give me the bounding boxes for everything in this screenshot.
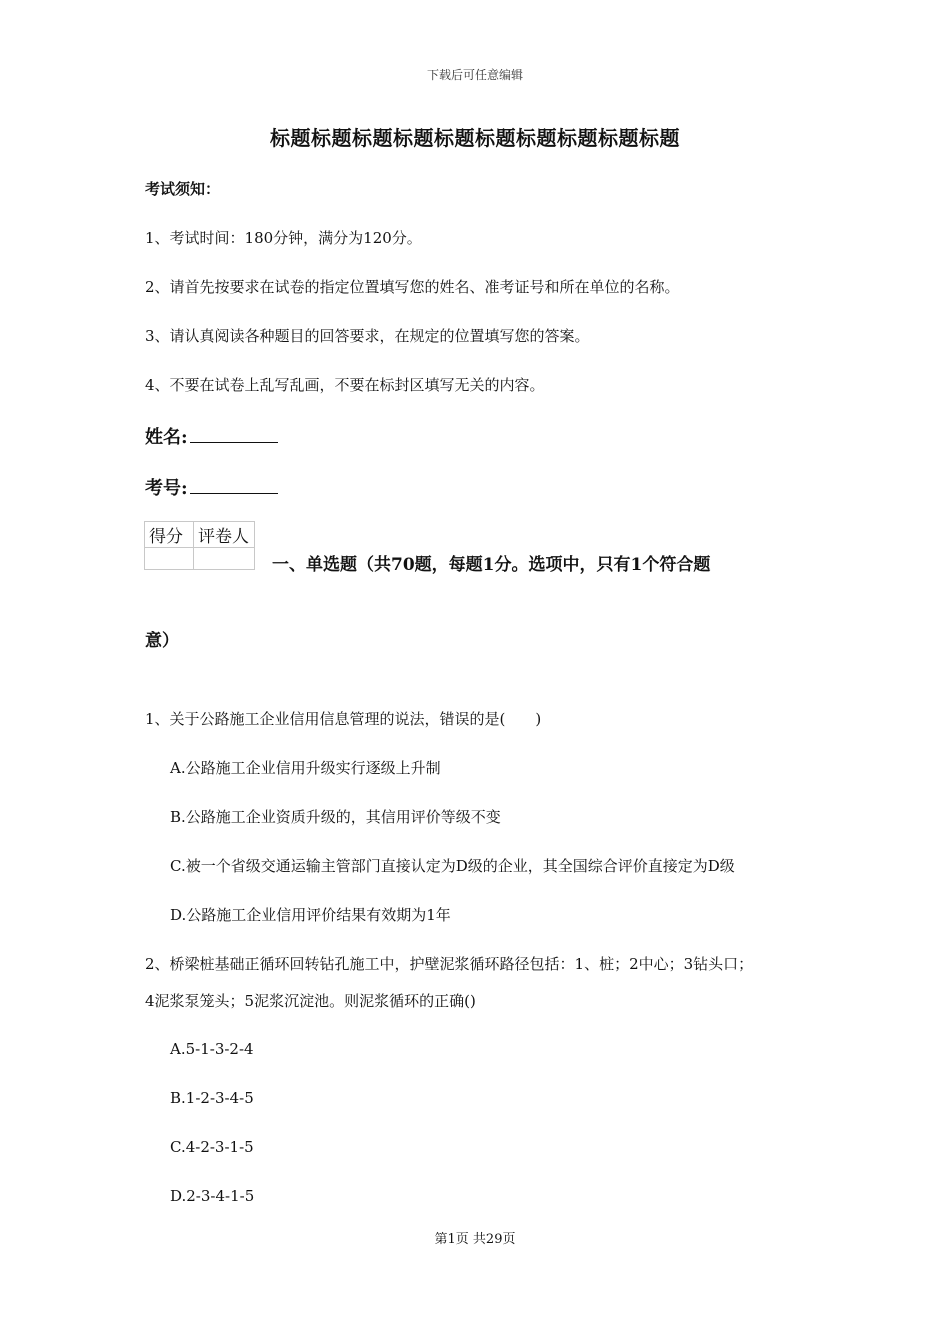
notice-item: 2、请首先按要求在试卷的指定位置填写您的姓名、准考证号和所在单位的名称。 [145, 278, 680, 296]
name-field [145, 423, 278, 449]
score-table [144, 521, 255, 570]
section-title: 一、单选题（共70题，每题1分。选项中，只有1个符合题 [272, 555, 711, 575]
notice-item: 1、考试时间：180分钟，满分为120分。 [145, 229, 422, 247]
question-option: D.公路施工企业信用评价结果有效期为1年 [170, 906, 451, 924]
notice-item: 3、请认真阅读各种题目的回答要求，在规定的位置填写您的答案。 [145, 327, 590, 345]
name-blank [190, 424, 278, 443]
header-watermark: 下载后可任意编辑 [426, 68, 523, 82]
page-footer: 第1页 共29页 [434, 1232, 516, 1247]
question-option: A.5-1-3-2-4 [170, 1040, 254, 1058]
question-stem: 1、关于公路施工企业信用信息管理的说法，错误的是( ) [145, 710, 542, 728]
question-stem: 2、桥梁桩基础正循环回转钻孔施工中，护壁泥浆循环路径包括：1、桩；2中心；3钻头口； [145, 955, 754, 973]
question-option: C.被一个省级交通运输主管部门直接认定为D级的企业，其全国综合评价直接定为D级 [170, 857, 735, 875]
grader-header: 评卷人 [194, 522, 255, 548]
document-title: 标题标题标题标题标题标题标题标题标题标题 [270, 126, 680, 150]
score-cell [145, 548, 194, 570]
id-label: 考号: [145, 478, 188, 499]
question-option: A.公路施工企业信用升级实行逐级上升制 [170, 759, 441, 777]
name-label: 姓名: [145, 427, 188, 448]
notice-item: 4、不要在试卷上乱写乱画，不要在标封区填写无关的内容。 [145, 376, 545, 394]
grader-cell [194, 548, 255, 570]
id-field [145, 474, 278, 500]
question-option: B.公路施工企业资质升级的，其信用评价等级不变 [170, 808, 501, 826]
question-option: B.1-2-3-4-5 [170, 1089, 254, 1107]
notice-heading: 考试须知： [145, 180, 221, 198]
question-option: D.2-3-4-1-5 [170, 1187, 255, 1205]
section-title-continued: 意） [145, 631, 179, 651]
question-option: C.4-2-3-1-5 [170, 1138, 254, 1156]
id-blank [190, 475, 278, 494]
question-stem: 4泥浆泵笼头；5泥浆沉淀池。则泥浆循环的正确() [145, 992, 476, 1010]
score-header: 得分 [145, 522, 194, 548]
